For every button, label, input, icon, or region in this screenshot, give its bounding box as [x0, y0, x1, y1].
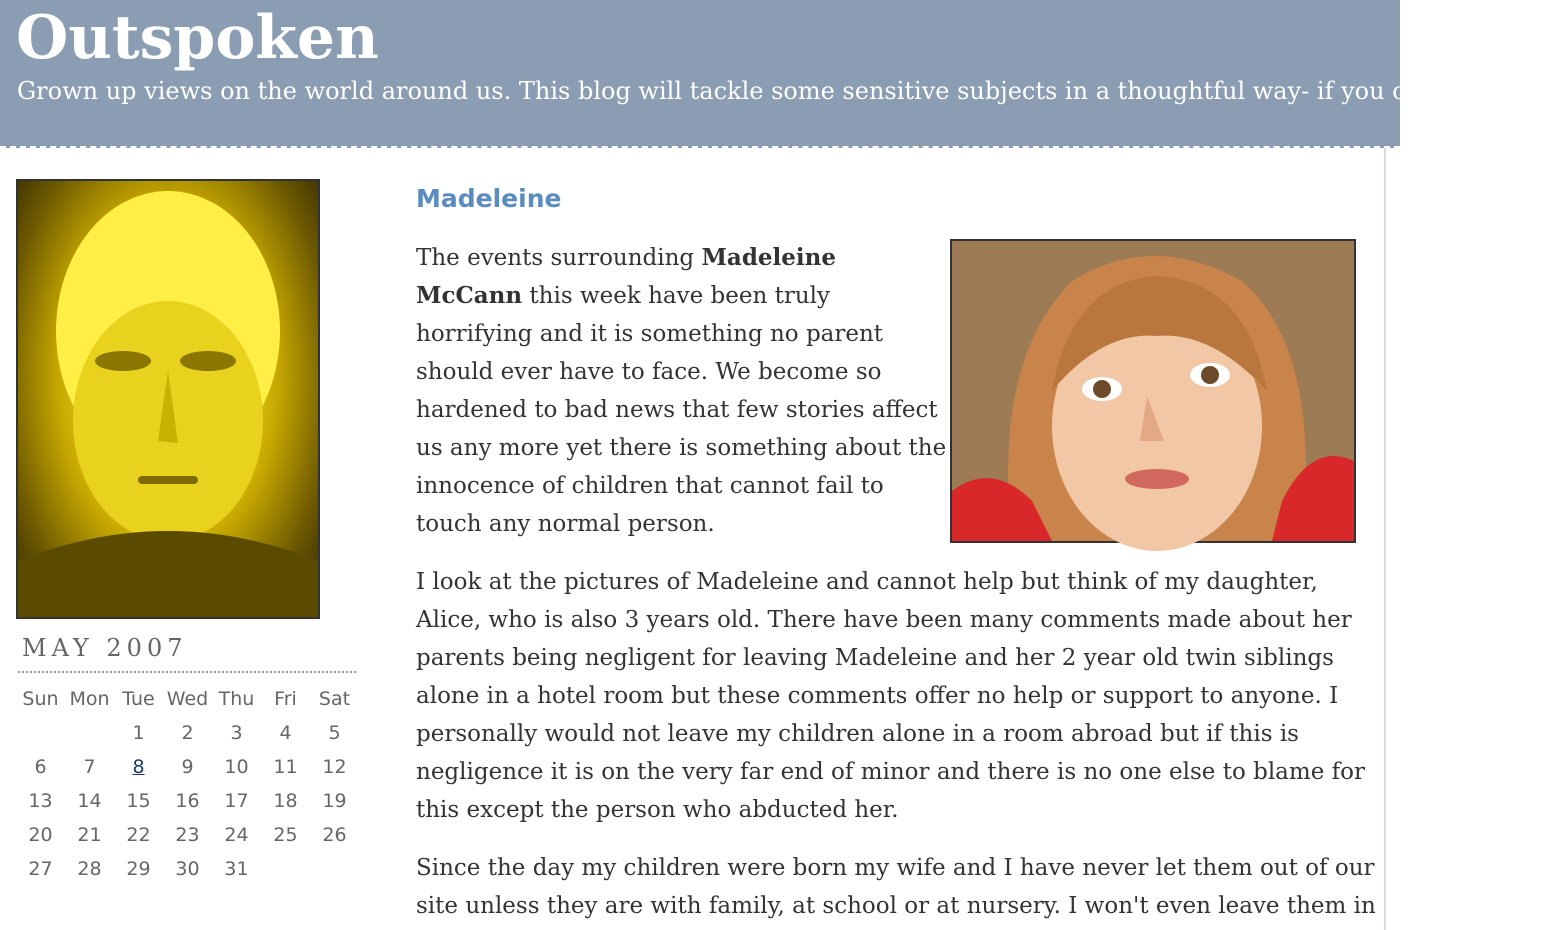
calendar-day: 21	[77, 824, 102, 846]
post-text-line: I look at the pictures of Madeleine and cannot help but think of my daughter,	[416, 569, 1318, 595]
blog-description: Grown up views on the world around us. This blog will tackle some sensitive subjects in a thoughtful way- if you can't handle it	[17, 77, 1567, 105]
weekday-header: Thu	[218, 688, 255, 710]
calendar-day: 29	[126, 858, 151, 880]
weekday-header: Fri	[274, 688, 297, 710]
post-photo-graphic	[952, 241, 1354, 541]
post-text-line: horrifying and it is something no parent	[416, 321, 884, 347]
calendar-day[interactable]	[114, 750, 163, 784]
weekday-header: Wed	[166, 688, 209, 710]
calendar-empty-cell	[65, 716, 114, 750]
calendar-day: 17	[224, 790, 249, 812]
calendar-day: 18	[273, 790, 298, 812]
calendar-day: 28	[77, 858, 102, 880]
calendar-day: 22	[126, 824, 151, 846]
post-text-line: personally would not leave my children alone in a room abroad but if this is	[416, 721, 1299, 747]
calendar-day: 7	[83, 756, 96, 778]
calendar-week-row	[16, 818, 359, 852]
calendar-day: 1	[132, 722, 145, 744]
weekday-header: Mon	[69, 688, 110, 710]
weekday-header: Sat	[318, 688, 351, 710]
post-text-line: this except the person who abducted her.	[416, 797, 899, 823]
post-paragraph-3	[416, 849, 1376, 925]
post-text-line: Alice, who is also 3 years old. There have been many comments made about her	[416, 607, 1352, 633]
post-text-line: McCann this week have been truly	[416, 282, 831, 309]
blog-header	[0, 0, 1567, 148]
calendar-day: 10	[224, 756, 249, 778]
calendar-day: 26	[322, 824, 347, 846]
sidebar	[0, 148, 380, 930]
post-text: The events surrounding	[416, 245, 702, 271]
calendar-day: 6	[34, 756, 47, 778]
post-text-line: parents being negligent for leaving Madeleine and her 2 year old twin siblings	[416, 645, 1334, 671]
calendar-weekday-row	[16, 682, 359, 716]
post-text-line: innocence of children that cannot fail to	[416, 473, 884, 499]
post-text-line: alone in a hotel room but these comments offer no help or support to anyone. I	[416, 683, 1339, 709]
post-bold-name: McCann	[416, 282, 523, 309]
post-title[interactable]: Madeleine	[416, 184, 562, 213]
post-text-line: touch any normal person.	[416, 511, 715, 537]
calendar-day: 12	[322, 756, 347, 778]
calendar-table	[16, 682, 359, 886]
calendar-day: 30	[175, 858, 200, 880]
calendar-day-link[interactable]: 8	[132, 756, 145, 778]
calendar-week-row	[16, 750, 359, 784]
calendar-day: 9	[181, 756, 194, 778]
post-text-line: us any more yet there is something about the	[416, 435, 947, 461]
weekday-header: Tue	[122, 688, 155, 710]
post-paragraph-2	[416, 563, 1366, 829]
calendar-day: 16	[175, 790, 200, 812]
calendar-title: MAY 2007	[22, 634, 188, 662]
calendar-week-row	[16, 852, 359, 886]
calendar-divider	[18, 671, 356, 673]
calendar-day: 11	[273, 756, 298, 778]
calendar-day: 5	[328, 722, 341, 744]
profile-photo[interactable]	[16, 179, 320, 619]
post-bold-name: Madeleine	[701, 244, 837, 271]
calendar-day: 13	[28, 790, 53, 812]
calendar-day: 31	[224, 858, 249, 880]
calendar-day: 19	[322, 790, 347, 812]
calendar-body	[16, 716, 359, 886]
calendar-empty-cell	[16, 716, 65, 750]
post-paragraph-1	[416, 239, 947, 543]
calendar-day: 14	[77, 790, 102, 812]
blog-title[interactable]: Outspoken	[16, 3, 379, 73]
calendar-day: 20	[28, 824, 53, 846]
calendar-day: 23	[175, 824, 200, 846]
calendar-day: 2	[181, 722, 194, 744]
calendar-day: 27	[28, 858, 53, 880]
post-text-line: hardened to bad news that few stories affect	[416, 397, 938, 423]
calendar-empty-cell	[261, 852, 310, 886]
profile-photo-graphic	[18, 181, 318, 617]
post-photo	[950, 239, 1356, 543]
calendar-day: 3	[230, 722, 243, 744]
calendar-day: 4	[279, 722, 292, 744]
calendar-day: 25	[273, 824, 298, 846]
calendar-week-row	[16, 716, 359, 750]
calendar-day: 15	[126, 790, 151, 812]
calendar-empty-cell	[310, 852, 359, 886]
post-text-line	[416, 239, 936, 277]
calendar-week-row	[16, 784, 359, 818]
post-text-line: should ever have to face. We become so	[416, 359, 882, 385]
post-text-line: site unless they are with family, at school or at nursery. I won't even leave them in	[416, 893, 1376, 919]
calendar-day: 24	[224, 824, 249, 846]
weekday-header: Sun	[22, 688, 59, 710]
post-text-line: Since the day my children were born my wife and I have never let them out of our	[416, 855, 1375, 881]
content-right-border	[1384, 148, 1386, 930]
post-text-line: negligence it is on the very far end of minor and there is no one else to blame for	[416, 759, 1365, 785]
